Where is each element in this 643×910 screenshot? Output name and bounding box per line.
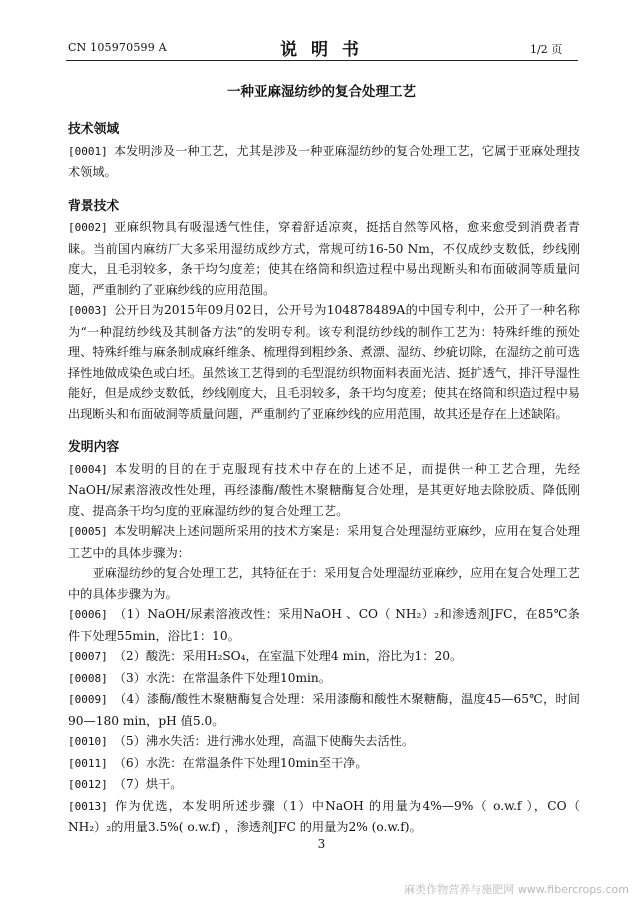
- paragraph-tag: [0007]: [68, 650, 108, 663]
- paragraph-text: （4）漆酶/酸性木聚糖酶复合处理：采用漆酶和酸性木聚糖酶，温度45—65℃，时间90—180 min，pH 值5.0。: [68, 692, 580, 728]
- header-divider: [66, 60, 578, 61]
- paragraph-text: 亚麻织物具有吸湿透气性佳，穿着舒适凉爽，挺括自然等风格，愈来愈受到消费者青睐。当前国内麻纺厂大多采用湿纺成纱方式，常规可纺16-50 Nm，不仅成纱支数低，纱线刚度大，且毛羽较多，条干均匀度差；使其在络筒和织造过程中易出现断头和布面破洞等质量问题，严重制约了亚麻纱线的应用范围。: [68, 220, 580, 297]
- paragraph-0006: [68, 604, 580, 646]
- page-indicator: 1/2 页: [530, 43, 563, 56]
- paragraph-0010: [68, 731, 580, 753]
- paragraph-text: （2）酸洗：采用H₂SO₄，在室温下处理4 min，浴比为1：20。: [113, 649, 463, 663]
- paragraph-tag: [0006]: [68, 608, 108, 621]
- section-heading-tech-field: 技术领域: [68, 122, 120, 137]
- paragraph-0009: [68, 689, 580, 731]
- paragraph-tag: [0008]: [68, 671, 108, 685]
- paragraph-0007: [68, 646, 580, 668]
- section-heading-background: 背景技术: [68, 198, 120, 214]
- document-type: 说 明 书: [280, 40, 363, 60]
- document-title: 一种亚麻湿纺纱的复合处理工艺: [227, 84, 416, 100]
- paragraph-tag: [0004]: [68, 462, 108, 476]
- section-heading-invention: 发明内容: [68, 440, 120, 455]
- paragraph-untagged: 亚麻湿纺纱的复合处理工艺，其特征在于：采用复合处理湿纺亚麻纱，应用在复合处理工艺中的具体步骤为为。: [68, 566, 580, 601]
- site-watermark: 麻类作物营养与施肥网 www.fibercrops.com: [404, 883, 629, 896]
- paragraph-0001: [68, 141, 580, 183]
- paragraph-tag: [0001]: [68, 144, 108, 158]
- paragraph-0011: [68, 753, 580, 775]
- paragraph-text: （6）水洗：在常温条件下处理10min至干净。: [113, 755, 368, 770]
- paragraph-tag: [0009]: [68, 693, 108, 706]
- paragraph-0004: [68, 459, 580, 522]
- paragraph-text: 公开日为2015年09月02日，公开号为104878489A的中国专利中，公开了一种名称为“一种混纺纱线及其制备方法”的发明专利。该专利混纺纱线的制作工艺为：特殊纤维的预处理、特殊纤维与麻条制成麻纤维条、梳理得到粗纱条、煮漂、湿纺、纱疵切除，在湿纺之前可选择性地做成染色或白坯。虽然该工艺得到的毛型混纺织物面料表面光洁、挺扩透气，排汗导湿性能好，但是成纱支数低，纱线刚度大，且毛羽较多，条干均匀度差；使其在络筒和织造过程中易出现断头和布面破洞等质量问题，严重制约了亚麻纱线的应用范围，故其还是存在上述缺陷。: [68, 303, 580, 421]
- page-number: 3: [317, 837, 326, 851]
- paragraph-0003: [68, 300, 580, 424]
- paragraph-text: 本发明的目的在于克服现有技术中存在的上述不足，而提供一种工艺合理，先经NaOH/尿素溶液改性处理，再经漆酶/酸性木聚糖酶复合处理，是其更好地去除胶质、降低刚度、提高条干均匀度的亚麻湿纺纱的复合处理工艺。: [68, 461, 580, 518]
- paragraph-tag: [0012]: [68, 778, 108, 791]
- paragraph-text: （5）沸水失活：进行沸水处理，高温下使酶失去活性。: [113, 734, 415, 748]
- paragraph-text: 本发明解决上述问题所采用的技术方案是：采用复合处理湿纺亚麻纱，应用在复合处理工艺中的具体步骤为：: [68, 524, 580, 560]
- paragraph-0005: [68, 521, 580, 563]
- paragraph-0012: [68, 774, 580, 796]
- paragraph-text: 作为优选，本发明所述步骤（1）中NaOH 的用量为4%—9%（ o.w.f ），CO（ NH₂）₂的用量3.5%( o.w.f) ，渗透剂JFC 的用量为2% (o.w.f)。: [68, 798, 580, 834]
- page-header: [0, 0, 643, 62]
- paragraph-text: （1）NaOH/尿素溶液改性：采用NaOH 、CO（ NH₂）₂和渗透剂JFC，在85℃条件下处理55min，浴比1：10。: [68, 607, 580, 643]
- paragraph-text: （3）水洗：在常温条件下处理10min。: [113, 670, 331, 685]
- paragraph-0008: [68, 668, 580, 690]
- paragraph-tag: [0005]: [68, 525, 108, 538]
- paragraph-tag: [0002]: [68, 221, 108, 234]
- document-body: [68, 120, 580, 838]
- paragraph-tag: [0010]: [68, 735, 108, 748]
- paragraph-tag: [0013]: [68, 799, 108, 813]
- paragraph-text: 本发明涉及一种工艺，尤其是涉及一种亚麻湿纺纱的复合处理工艺，它属于亚麻处理技术领域。: [68, 143, 580, 179]
- patent-number: CN 105970599 A: [68, 41, 167, 54]
- paragraph-0013: [68, 796, 580, 838]
- paragraph-tag: [0003]: [68, 304, 108, 317]
- paragraph-text: （7）烘干。: [113, 777, 183, 791]
- paragraph-0002: [68, 217, 580, 300]
- paragraph-tag: [0011]: [68, 756, 108, 770]
